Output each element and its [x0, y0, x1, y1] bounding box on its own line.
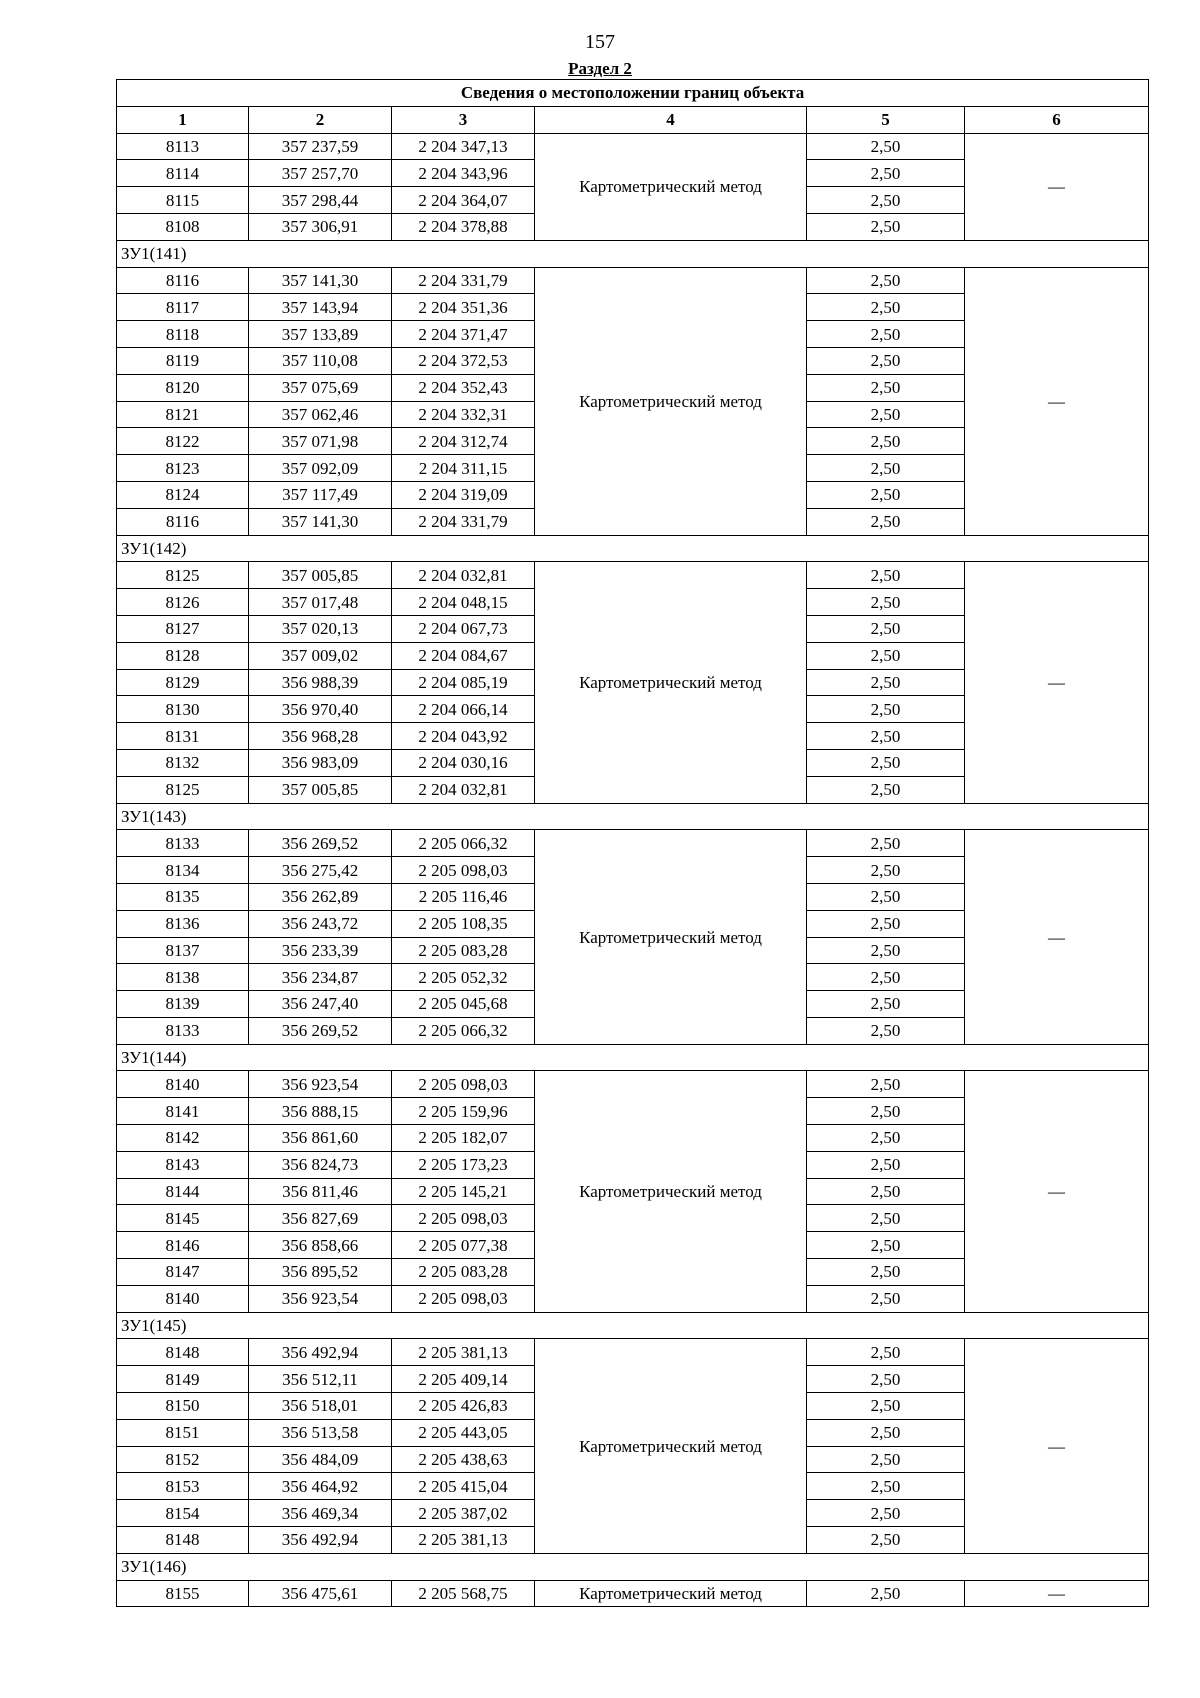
- table-row: [117, 133, 1149, 160]
- method-cell: Картометрический метод: [535, 1339, 807, 1553]
- x-coordinate-cell: 357 017,48: [249, 589, 392, 616]
- y-coordinate-cell: 2 204 331,79: [392, 267, 535, 294]
- accuracy-cell: 2,50: [807, 1500, 965, 1527]
- accuracy-cell: 2,50: [807, 1151, 965, 1178]
- accuracy-cell: 2,50: [807, 562, 965, 589]
- y-coordinate-cell: 2 205 415,04: [392, 1473, 535, 1500]
- table-row: [117, 830, 1149, 857]
- group-label: ЗУ1(145): [117, 1312, 1149, 1339]
- accuracy-cell: 2,50: [807, 1259, 965, 1286]
- x-coordinate-cell: 356 269,52: [249, 1017, 392, 1044]
- accuracy-cell: 2,50: [807, 910, 965, 937]
- x-coordinate-cell: 356 923,54: [249, 1071, 392, 1098]
- y-coordinate-cell: 2 205 116,46: [392, 883, 535, 910]
- y-coordinate-cell: 2 204 067,73: [392, 615, 535, 642]
- point-number-cell: 8150: [117, 1393, 249, 1420]
- accuracy-cell: 2,50: [807, 615, 965, 642]
- x-coordinate-cell: 357 062,46: [249, 401, 392, 428]
- x-coordinate-cell: 356 518,01: [249, 1393, 392, 1420]
- point-number-cell: 8137: [117, 937, 249, 964]
- column-header: 3: [392, 106, 535, 133]
- accuracy-cell: 2,50: [807, 374, 965, 401]
- accuracy-cell: 2,50: [807, 401, 965, 428]
- y-coordinate-cell: 2 204 030,16: [392, 749, 535, 776]
- y-coordinate-cell: 2 205 077,38: [392, 1232, 535, 1259]
- x-coordinate-cell: 356 895,52: [249, 1259, 392, 1286]
- point-number-cell: 8143: [117, 1151, 249, 1178]
- point-number-cell: 8148: [117, 1339, 249, 1366]
- method-cell: Картометрический метод: [535, 830, 807, 1044]
- column-header: 4: [535, 106, 807, 133]
- accuracy-cell: 2,50: [807, 160, 965, 187]
- x-coordinate-cell: 357 110,08: [249, 347, 392, 374]
- y-coordinate-cell: 2 205 098,03: [392, 857, 535, 884]
- point-number-cell: 8113: [117, 133, 249, 160]
- point-number-cell: 8128: [117, 642, 249, 669]
- point-number-cell: 8147: [117, 1259, 249, 1286]
- group-label-row: [117, 535, 1149, 562]
- y-coordinate-cell: 2 204 032,81: [392, 562, 535, 589]
- point-number-cell: 8131: [117, 723, 249, 750]
- y-coordinate-cell: 2 204 066,14: [392, 696, 535, 723]
- caption-row: [117, 80, 1149, 107]
- accuracy-cell: 2,50: [807, 723, 965, 750]
- note-cell: —: [965, 562, 1149, 803]
- group-label-row: [117, 240, 1149, 267]
- accuracy-cell: 2,50: [807, 991, 965, 1018]
- x-coordinate-cell: 356 269,52: [249, 830, 392, 857]
- point-number-cell: 8124: [117, 481, 249, 508]
- point-number-cell: 8139: [117, 991, 249, 1018]
- accuracy-cell: 2,50: [807, 1393, 965, 1420]
- y-coordinate-cell: 2 204 311,15: [392, 455, 535, 482]
- y-coordinate-cell: 2 205 045,68: [392, 991, 535, 1018]
- accuracy-cell: 2,50: [807, 696, 965, 723]
- y-coordinate-cell: 2 204 332,31: [392, 401, 535, 428]
- accuracy-cell: 2,50: [807, 1446, 965, 1473]
- x-coordinate-cell: 356 988,39: [249, 669, 392, 696]
- accuracy-cell: 2,50: [807, 830, 965, 857]
- accuracy-cell: 2,50: [807, 213, 965, 240]
- y-coordinate-cell: 2 205 098,03: [392, 1285, 535, 1312]
- y-coordinate-cell: 2 205 387,02: [392, 1500, 535, 1527]
- point-number-cell: 8153: [117, 1473, 249, 1500]
- accuracy-cell: 2,50: [807, 187, 965, 214]
- y-coordinate-cell: 2 204 378,88: [392, 213, 535, 240]
- x-coordinate-cell: 356 858,66: [249, 1232, 392, 1259]
- x-coordinate-cell: 357 141,30: [249, 508, 392, 535]
- y-coordinate-cell: 2 204 032,81: [392, 776, 535, 803]
- x-coordinate-cell: 357 071,98: [249, 428, 392, 455]
- x-coordinate-cell: 356 811,46: [249, 1178, 392, 1205]
- accuracy-cell: 2,50: [807, 1285, 965, 1312]
- point-number-cell: 8151: [117, 1419, 249, 1446]
- y-coordinate-cell: 2 205 159,96: [392, 1098, 535, 1125]
- point-number-cell: 8116: [117, 267, 249, 294]
- y-coordinate-cell: 2 204 372,53: [392, 347, 535, 374]
- point-number-cell: 8133: [117, 830, 249, 857]
- point-number-cell: 8154: [117, 1500, 249, 1527]
- x-coordinate-cell: 357 306,91: [249, 213, 392, 240]
- point-number-cell: 8142: [117, 1125, 249, 1152]
- section-title: Раздел 2: [568, 59, 632, 78]
- point-number-cell: 8140: [117, 1071, 249, 1098]
- y-coordinate-cell: 2 205 052,32: [392, 964, 535, 991]
- y-coordinate-cell: 2 204 043,92: [392, 723, 535, 750]
- accuracy-cell: 2,50: [807, 964, 965, 991]
- group-label-row: [117, 1044, 1149, 1071]
- table-row: [117, 1071, 1149, 1098]
- x-coordinate-cell: 357 020,13: [249, 615, 392, 642]
- point-number-cell: 8152: [117, 1446, 249, 1473]
- x-coordinate-cell: 356 484,09: [249, 1446, 392, 1473]
- x-coordinate-cell: 356 888,15: [249, 1098, 392, 1125]
- note-cell: —: [965, 1339, 1149, 1553]
- note-cell: —: [965, 1071, 1149, 1312]
- table-row: [117, 562, 1149, 589]
- point-number-cell: 8135: [117, 883, 249, 910]
- y-coordinate-cell: 2 205 108,35: [392, 910, 535, 937]
- point-number-cell: 8129: [117, 669, 249, 696]
- y-coordinate-cell: 2 204 319,09: [392, 481, 535, 508]
- accuracy-cell: 2,50: [807, 589, 965, 616]
- accuracy-cell: 2,50: [807, 267, 965, 294]
- y-coordinate-cell: 2 205 443,05: [392, 1419, 535, 1446]
- x-coordinate-cell: 356 861,60: [249, 1125, 392, 1152]
- point-number-cell: 8114: [117, 160, 249, 187]
- x-coordinate-cell: 356 243,72: [249, 910, 392, 937]
- x-coordinate-cell: 357 005,85: [249, 562, 392, 589]
- point-number-cell: 8118: [117, 321, 249, 348]
- accuracy-cell: 2,50: [807, 455, 965, 482]
- accuracy-cell: 2,50: [807, 481, 965, 508]
- x-coordinate-cell: 356 513,58: [249, 1419, 392, 1446]
- x-coordinate-cell: 356 512,11: [249, 1366, 392, 1393]
- y-coordinate-cell: 2 205 173,23: [392, 1151, 535, 1178]
- point-number-cell: 8148: [117, 1527, 249, 1554]
- x-coordinate-cell: 356 824,73: [249, 1151, 392, 1178]
- y-coordinate-cell: 2 204 085,19: [392, 669, 535, 696]
- accuracy-cell: 2,50: [807, 1178, 965, 1205]
- accuracy-cell: 2,50: [807, 776, 965, 803]
- group-label: ЗУ1(144): [117, 1044, 1149, 1071]
- x-coordinate-cell: 356 262,89: [249, 883, 392, 910]
- group-label-row: [117, 803, 1149, 830]
- accuracy-cell: 2,50: [807, 749, 965, 776]
- accuracy-cell: 2,50: [807, 428, 965, 455]
- group-label-row: [117, 1312, 1149, 1339]
- point-number-cell: 8136: [117, 910, 249, 937]
- x-coordinate-cell: 356 464,92: [249, 1473, 392, 1500]
- accuracy-cell: 2,50: [807, 1125, 965, 1152]
- point-number-cell: 8145: [117, 1205, 249, 1232]
- y-coordinate-cell: 2 205 182,07: [392, 1125, 535, 1152]
- point-number-cell: 8127: [117, 615, 249, 642]
- x-coordinate-cell: 356 827,69: [249, 1205, 392, 1232]
- x-coordinate-cell: 356 970,40: [249, 696, 392, 723]
- column-header-row: [117, 106, 1149, 133]
- point-number-cell: 8130: [117, 696, 249, 723]
- accuracy-cell: 2,50: [807, 1366, 965, 1393]
- x-coordinate-cell: 357 133,89: [249, 321, 392, 348]
- x-coordinate-cell: 357 141,30: [249, 267, 392, 294]
- x-coordinate-cell: 356 247,40: [249, 991, 392, 1018]
- accuracy-cell: 2,50: [807, 1580, 965, 1607]
- y-coordinate-cell: 2 205 438,63: [392, 1446, 535, 1473]
- point-number-cell: 8133: [117, 1017, 249, 1044]
- method-cell: Картометрический метод: [535, 562, 807, 803]
- y-coordinate-cell: 2 205 066,32: [392, 830, 535, 857]
- point-number-cell: 8140: [117, 1285, 249, 1312]
- x-coordinate-cell: 356 275,42: [249, 857, 392, 884]
- point-number-cell: 8119: [117, 347, 249, 374]
- method-cell: Картометрический метод: [535, 1071, 807, 1312]
- point-number-cell: 8155: [117, 1580, 249, 1607]
- x-coordinate-cell: 357 257,70: [249, 160, 392, 187]
- table-row: [117, 267, 1149, 294]
- x-coordinate-cell: 356 492,94: [249, 1339, 392, 1366]
- point-number-cell: 8134: [117, 857, 249, 884]
- accuracy-cell: 2,50: [807, 642, 965, 669]
- x-coordinate-cell: 356 475,61: [249, 1580, 392, 1607]
- point-number-cell: 8126: [117, 589, 249, 616]
- accuracy-cell: 2,50: [807, 1339, 965, 1366]
- group-label-row: [117, 1553, 1149, 1580]
- accuracy-cell: 2,50: [807, 1527, 965, 1554]
- y-coordinate-cell: 2 205 381,13: [392, 1527, 535, 1554]
- y-coordinate-cell: 2 204 312,74: [392, 428, 535, 455]
- y-coordinate-cell: 2 205 426,83: [392, 1393, 535, 1420]
- y-coordinate-cell: 2 204 343,96: [392, 160, 535, 187]
- y-coordinate-cell: 2 204 364,07: [392, 187, 535, 214]
- column-header: 5: [807, 106, 965, 133]
- accuracy-cell: 2,50: [807, 294, 965, 321]
- column-header: 1: [117, 106, 249, 133]
- point-number-cell: 8144: [117, 1178, 249, 1205]
- point-number-cell: 8116: [117, 508, 249, 535]
- method-cell: Картометрический метод: [535, 133, 807, 240]
- x-coordinate-cell: 357 009,02: [249, 642, 392, 669]
- y-coordinate-cell: 2 204 352,43: [392, 374, 535, 401]
- accuracy-cell: 2,50: [807, 1098, 965, 1125]
- page-number: 157: [585, 31, 615, 53]
- accuracy-cell: 2,50: [807, 883, 965, 910]
- y-coordinate-cell: 2 205 381,13: [392, 1339, 535, 1366]
- column-header: 2: [249, 106, 392, 133]
- accuracy-cell: 2,50: [807, 1017, 965, 1044]
- y-coordinate-cell: 2 205 083,28: [392, 937, 535, 964]
- column-header: 6: [965, 106, 1149, 133]
- y-coordinate-cell: 2 205 409,14: [392, 1366, 535, 1393]
- y-coordinate-cell: 2 204 371,47: [392, 321, 535, 348]
- y-coordinate-cell: 2 204 331,79: [392, 508, 535, 535]
- x-coordinate-cell: 356 492,94: [249, 1527, 392, 1554]
- y-coordinate-cell: 2 204 084,67: [392, 642, 535, 669]
- point-number-cell: 8117: [117, 294, 249, 321]
- y-coordinate-cell: 2 205 098,03: [392, 1071, 535, 1098]
- point-number-cell: 8108: [117, 213, 249, 240]
- point-number-cell: 8125: [117, 562, 249, 589]
- point-number-cell: 8149: [117, 1366, 249, 1393]
- x-coordinate-cell: 357 298,44: [249, 187, 392, 214]
- point-number-cell: 8115: [117, 187, 249, 214]
- group-label: ЗУ1(146): [117, 1553, 1149, 1580]
- x-coordinate-cell: 357 117,49: [249, 481, 392, 508]
- note-cell: —: [965, 133, 1149, 240]
- boundary-coordinates-table: [116, 79, 1149, 1607]
- group-label: ЗУ1(141): [117, 240, 1149, 267]
- x-coordinate-cell: 357 143,94: [249, 294, 392, 321]
- group-label: ЗУ1(142): [117, 535, 1149, 562]
- point-number-cell: 8123: [117, 455, 249, 482]
- accuracy-cell: 2,50: [807, 669, 965, 696]
- y-coordinate-cell: 2 205 083,28: [392, 1259, 535, 1286]
- accuracy-cell: 2,50: [807, 937, 965, 964]
- y-coordinate-cell: 2 205 145,21: [392, 1178, 535, 1205]
- note-cell: —: [965, 1580, 1149, 1607]
- y-coordinate-cell: 2 205 066,32: [392, 1017, 535, 1044]
- accuracy-cell: 2,50: [807, 321, 965, 348]
- accuracy-cell: 2,50: [807, 1473, 965, 1500]
- accuracy-cell: 2,50: [807, 857, 965, 884]
- accuracy-cell: 2,50: [807, 1071, 965, 1098]
- note-cell: —: [965, 267, 1149, 535]
- point-number-cell: 8138: [117, 964, 249, 991]
- point-number-cell: 8146: [117, 1232, 249, 1259]
- x-coordinate-cell: 356 469,34: [249, 1500, 392, 1527]
- x-coordinate-cell: 357 075,69: [249, 374, 392, 401]
- group-label: ЗУ1(143): [117, 803, 1149, 830]
- point-number-cell: 8122: [117, 428, 249, 455]
- method-cell: Картометрический метод: [535, 1580, 807, 1607]
- accuracy-cell: 2,50: [807, 347, 965, 374]
- note-cell: —: [965, 830, 1149, 1044]
- x-coordinate-cell: 356 234,87: [249, 964, 392, 991]
- x-coordinate-cell: 356 923,54: [249, 1285, 392, 1312]
- accuracy-cell: 2,50: [807, 508, 965, 535]
- table-row: [117, 1580, 1149, 1607]
- y-coordinate-cell: 2 204 048,15: [392, 589, 535, 616]
- accuracy-cell: 2,50: [807, 1232, 965, 1259]
- x-coordinate-cell: 357 237,59: [249, 133, 392, 160]
- point-number-cell: 8141: [117, 1098, 249, 1125]
- table-body: [117, 80, 1149, 1607]
- x-coordinate-cell: 357 005,85: [249, 776, 392, 803]
- point-number-cell: 8120: [117, 374, 249, 401]
- point-number-cell: 8121: [117, 401, 249, 428]
- x-coordinate-cell: 356 968,28: [249, 723, 392, 750]
- table-caption: Сведения о местоположении границ объекта: [117, 80, 1149, 107]
- table-row: [117, 1339, 1149, 1366]
- x-coordinate-cell: 357 092,09: [249, 455, 392, 482]
- x-coordinate-cell: 356 983,09: [249, 749, 392, 776]
- y-coordinate-cell: 2 205 098,03: [392, 1205, 535, 1232]
- accuracy-cell: 2,50: [807, 1419, 965, 1446]
- accuracy-cell: 2,50: [807, 1205, 965, 1232]
- y-coordinate-cell: 2 204 347,13: [392, 133, 535, 160]
- method-cell: Картометрический метод: [535, 267, 807, 535]
- point-number-cell: 8125: [117, 776, 249, 803]
- accuracy-cell: 2,50: [807, 133, 965, 160]
- y-coordinate-cell: 2 205 568,75: [392, 1580, 535, 1607]
- point-number-cell: 8132: [117, 749, 249, 776]
- y-coordinate-cell: 2 204 351,36: [392, 294, 535, 321]
- x-coordinate-cell: 356 233,39: [249, 937, 392, 964]
